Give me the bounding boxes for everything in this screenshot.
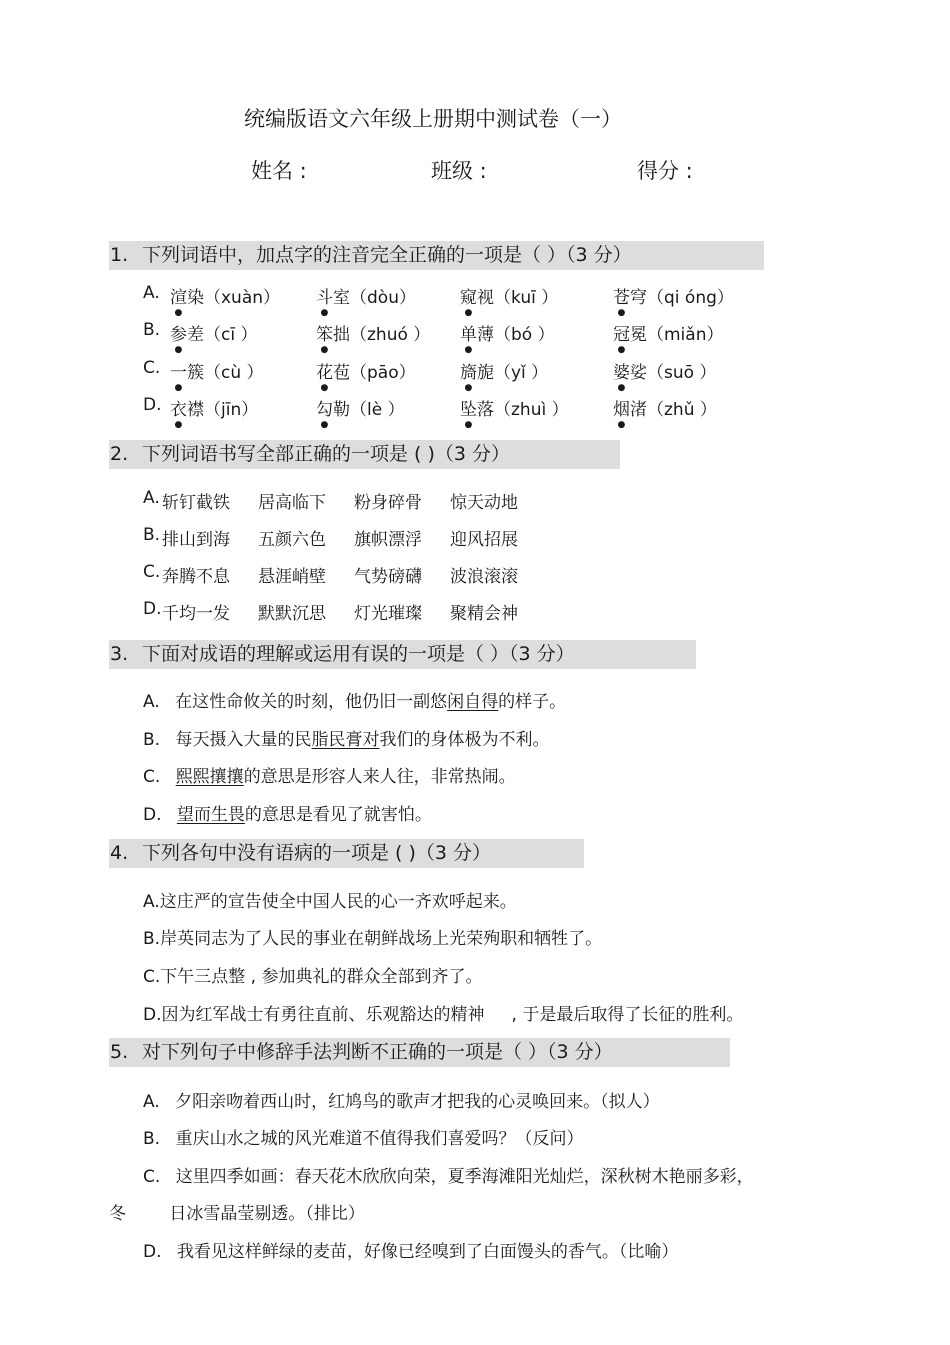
option-letter: A. [143,283,160,303]
q2-d-word-3: 灯光璀璨 [354,604,422,624]
option-letter: D. [143,1005,162,1025]
q2-option-a[interactable] [143,488,160,508]
q2-c-word-2: 悬涯峭壁 [258,567,326,587]
q2-a-word-2: 居高临下 [258,493,326,513]
option-letter: D. [143,599,162,619]
option-letter: B. [143,929,161,949]
q1-option-d[interactable] [143,395,162,415]
option-letter: B. [143,1129,161,1149]
option-letter: D. [143,1242,162,1262]
q1-b-item-1: 参差（cī ） [170,325,258,345]
option-letter: C. [143,1167,161,1187]
question-1-heading [109,241,764,270]
q4-option-d[interactable]: D.因为红军战士有勇往直前、乐观豁达的精神 , 于是最后取得了长征的胜利。 [143,1005,744,1025]
class-label: 班级 : [431,159,487,183]
q1-a-item-3: 窥视（kuī ） [460,288,559,308]
q1-d-item-1: 衣襟（jīn） [170,400,259,420]
underlined-idiom: 脂民膏对 [311,730,380,750]
q1-c-item-3: 旖旎（yǐ ） [460,363,549,383]
option-letter: D. [143,805,162,825]
question-number: 2. [110,443,129,465]
score-label: 得分 : [637,159,693,183]
q2-d-word-1: 千均一发 [162,604,230,624]
q1-c-item-4: 婆娑（suō ） [613,363,717,383]
q2-b-word-3: 旗帜漂浮 [354,530,422,550]
q1-b-item-4: 冠冕（miǎn） [613,325,724,345]
q4-option-c[interactable]: C.下午三点整 , 参加典礼的群众全部到齐了。 [143,967,483,987]
option-letter: C. [143,767,161,787]
option-letter: A. [143,892,160,912]
question-number: 5. [110,1041,129,1063]
question-number: 4. [110,842,129,864]
q2-option-b[interactable] [143,525,160,545]
q1-option-b[interactable] [143,320,160,340]
q2-option-d[interactable] [143,599,162,619]
q5-option-b[interactable]: B. 重庆山水之城的风光难道不值得我们喜爱吗？（反问） [143,1129,584,1149]
q1-c-item-1: 一簇（cù ） [170,363,264,383]
q2-c-word-4: 波浪滚滚 [450,567,518,587]
option-letter: A. [143,488,160,508]
q1-b-item-2: 笨拙（zhuó ） [316,325,431,345]
q3-option-a[interactable]: A. 在这性命攸关的时刻，他仍旧一副悠闲自得的样子。 [143,692,567,712]
q1-d-item-4: 烟渚（zhǔ ） [613,400,717,420]
q1-b-item-3: 单薄（bó ） [460,325,555,345]
q1-d-item-3: 坠落（zhuì ） [460,400,569,420]
q2-option-c[interactable] [143,562,160,582]
option-letter: B. [143,320,161,340]
question-text: 下列词语书写全部正确的一项是 ( )（3 分） [142,443,511,465]
question-text: 对下列句子中修辞手法判断不正确的一项是（ ）（3 分） [142,1041,613,1063]
q4-option-a[interactable]: A.这庄严的宣告使全中国人民的心一齐欢呼起来。 [143,892,517,912]
q2-a-word-4: 惊天动地 [450,493,518,513]
q2-a-word-3: 粉身碎骨 [354,493,422,513]
option-letter: A. [143,1092,160,1112]
q2-a-word-1: 斩钉截铁 [162,493,230,513]
q2-b-word-4: 迎风招展 [450,530,518,550]
question-4-heading [109,839,584,868]
q1-a-item-2: 斗室（dòu） [316,288,416,308]
q3-option-b[interactable]: B. 每天摄入大量的民脂民膏对我们的身体极为不利。 [143,730,550,750]
question-text: 下面对成语的理解或运用有误的一项是（ ）（3 分） [142,643,575,665]
question-number: 3. [110,643,129,665]
underlined-idiom: 熙熙攘攘 [175,767,244,787]
q2-b-word-2: 五颜六色 [258,530,326,550]
q1-option-c[interactable] [143,358,160,378]
q2-d-word-2: 默默沉思 [258,604,326,624]
question-number: 1. [110,244,129,266]
question-5-heading [109,1038,730,1067]
option-letter: D. [143,395,162,415]
option-letter: C. [143,562,161,582]
q1-c-item-2: 花苞（pāo） [316,363,416,383]
q3-option-c[interactable]: C. 熙熙攘攘的意思是形容人来人往，非常热闹。 [143,767,516,787]
q2-b-word-1: 排山到海 [162,530,230,550]
underlined-idiom: 闲自得 [447,692,499,712]
q3-option-d[interactable]: D. 望而生畏的意思是看见了就害怕。 [143,805,432,825]
q2-c-word-3: 气势磅礴 [354,567,422,587]
question-2-heading [109,440,620,469]
option-letter: B. [143,525,161,545]
option-letter: C. [143,967,161,987]
option-letter: B. [143,730,161,750]
q5-option-d[interactable]: D. 我看见这样鲜绿的麦苗，好像已经嗅到了白面馒头的香气。（比喻） [143,1242,679,1262]
q5-option-a[interactable]: A. 夕阳亲吻着西山时，红鸠鸟的歌声才把我的心灵唤回来。（拟人） [143,1092,660,1112]
option-letter: C. [143,358,161,378]
page-title: 统编版语文六年级上册期中测试卷（一） [244,107,622,131]
q1-option-a[interactable] [143,283,160,303]
q5-option-c-continued: 冬 日冰雪晶莹剔透。（排比） [109,1204,365,1224]
q1-a-item-4: 苍穹（qi óng） [613,288,734,308]
q1-a-item-1: 渲染（xuàn） [170,288,281,308]
q5-option-c[interactable]: C. 这里四季如画：春天花木欣欣向荣，夏季海滩阳光灿烂，深秋树木艳丽多彩， [143,1167,754,1187]
question-3-heading [109,640,696,669]
question-text: 下列词语中，加点字的注音完全正确的一项是（ ）（3 分） [142,244,632,266]
underlined-idiom: 望而生畏 [176,805,245,825]
q4-option-b[interactable]: B.岸英同志为了人民的事业在朝鲜战场上光荣殉职和牺牲了。 [143,929,603,949]
q2-c-word-1: 奔腾不息 [162,567,230,587]
question-text: 下列各句中没有语病的一项是 ( )（3 分） [142,842,492,864]
option-letter: A. [143,692,160,712]
q2-d-word-4: 聚精会神 [450,604,518,624]
name-label: 姓名 : [251,159,307,183]
q1-d-item-2: 勾勒（lè ） [316,400,405,420]
